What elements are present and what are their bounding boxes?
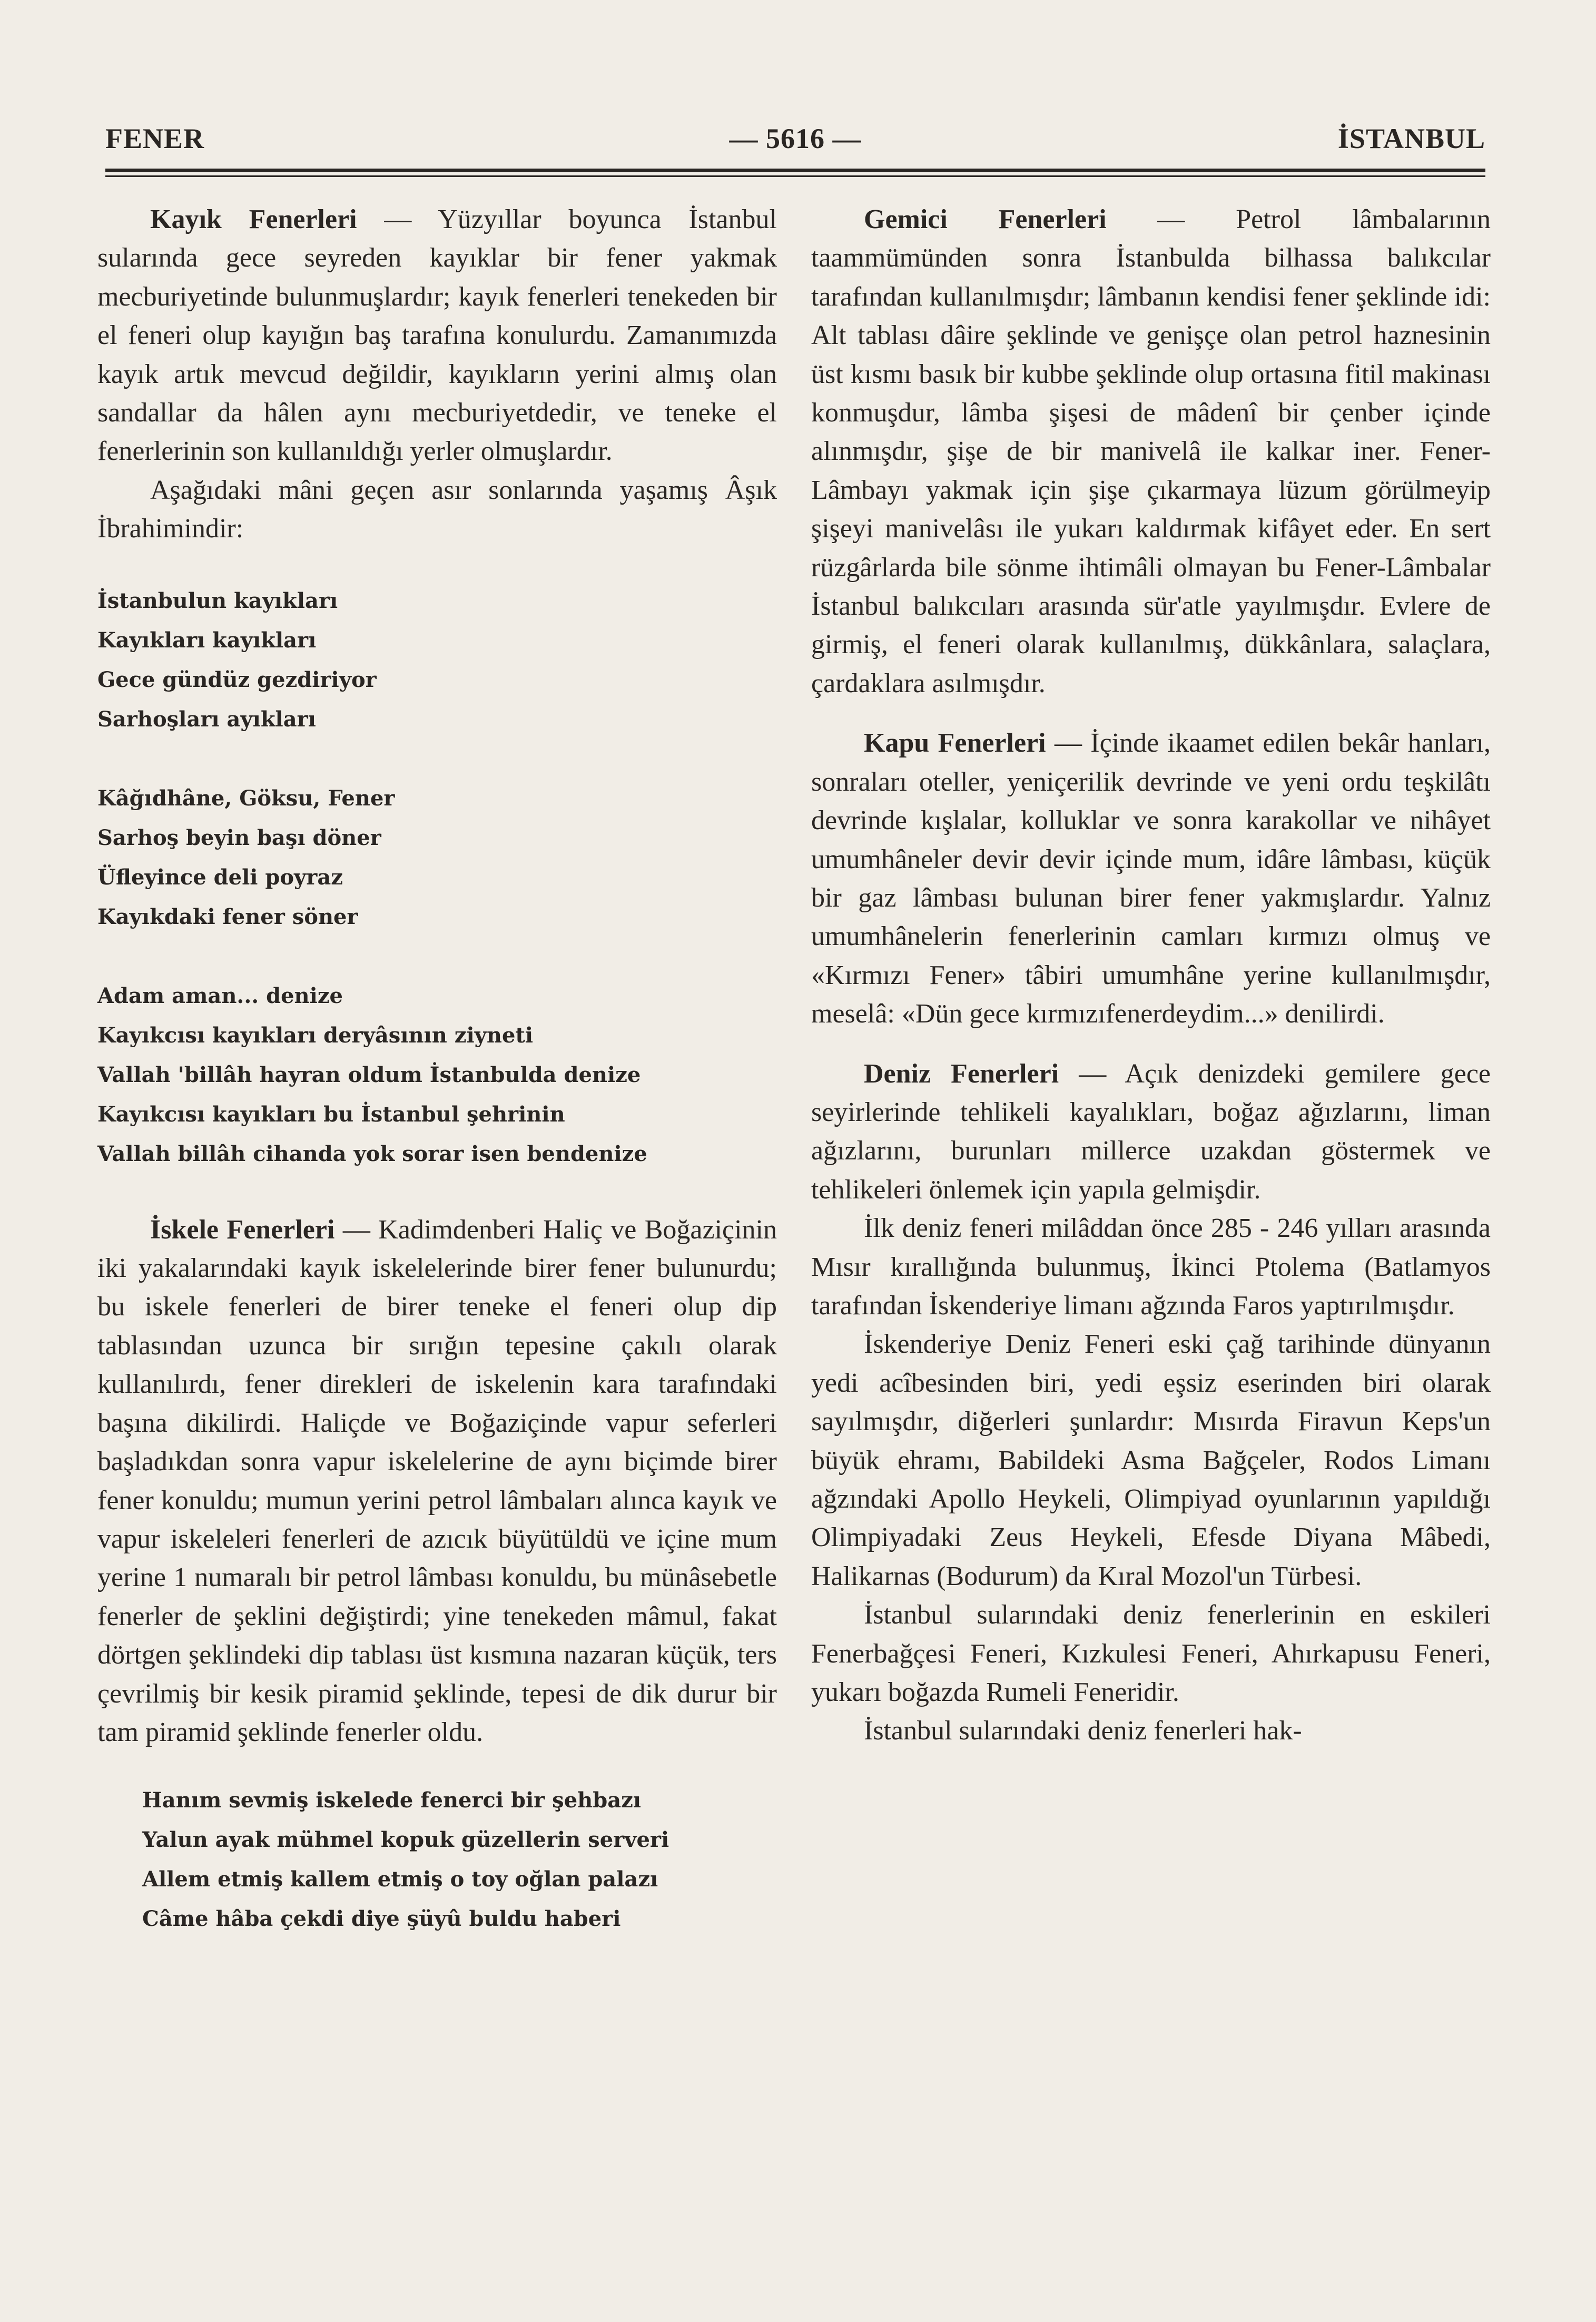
poem-line: Vallah 'billâh hayran oldum İstanbulda denize <box>97 1062 641 1087</box>
header-rule-thin <box>105 175 1485 177</box>
deniz-fenerleri-text: — Açık denizdeki gemilere gece seyirlerinde tehlikeli kayalıkları, boğaz ağızlarını, liman ağızlarını, burunları millerce uzakdan göstermek ve tehlikeleri önlemek için yapıla gelmişdir. <box>811 1058 1491 1205</box>
iskele-poem <box>97 1780 777 1939</box>
istanbul-fenerleri-continued-paragraph: İstanbul sularındaki deniz fenerleri hak- <box>864 1716 1302 1746</box>
mani-intro-paragraph: Aşağıdaki mâni geçen asır sonlarında yaşamış Âşık İbrahimindir: <box>97 475 777 544</box>
poem-line: Gece gündüz gezdiriyor <box>97 667 377 692</box>
header-rule-thick <box>105 169 1485 172</box>
ilk-deniz-feneri-paragraph: İlk deniz feneri milâddan önce 285 - 246 yılları arasında Mısır kırallığında bulunmuş, İkinci Ptolema (Batlamyos tarafından İskenderiye limanı ağzında Faros yaptırılmışdır. <box>811 1213 1491 1321</box>
iskenderiye-paragraph: İskenderiye Deniz Feneri eski çağ tarihinde dünyanın yedi acîbesinden biri, yedi eşsiz eserinden biri olarak sayılmışdır, diğerleri şunlardır: Mısırda Firavun Keps'un büyük ehramı, Babildeki Asma Bağçeler, Rodos Limanı ağzındaki Apollo Heykeli, Olimpiyad oyunlarının yapıldığı Olimpiyadaki Zeus Heykeli, Efesde Diyana Mâbedi, Halikarnas (Bodurum) da Kıral Mozol'un Türbesi. <box>811 1329 1491 1591</box>
gemici-fenerleri-text: — Petrol lâmbalarının taammümünden sonra İstanbulda bilhassa balıkcılar tarafından kullanılmışdır; lâmbanın kendisi fener şeklinde idi: Alt tablası dâire şeklinde ve genişçe olan petrol haznesinin üst kısmı basık bir kubbe şeklinde olup ortasına fitil makinası konmuşdur, lâmba şişesi de mâdenî bir çenber içinde alınmışdır, şişe de bir manivelâ ile kalkar iner. Fener-Lâmbayı yakmak için şişe çıkarmaya lüzum görülmeyip şişeyi manivelâsı ile yukarı kaldırmak kifâyet eder. En sert rüzgârlarda bile sönme ihtimâli olmayan bu Fener-Lâmbalar İstanbul balıkcıları arasında sür'atle yayılmışdır. Evlere de girmiş, el feneri olarak kullanılmış, dükkânlara, salaçlara, çardaklara asılmışdır. <box>811 204 1491 698</box>
deniz-fenerleri-paragraph <box>811 1055 1491 1209</box>
iskele-fenerleri-text: — Kadimdenberi Haliç ve Boğaziçinin iki yakalarındaki kayık iskelelerinde birer fener bulunurdu; bu iskele fenerleri de birer teneke el feneri olup dip tablasından uzunca bir sırığın tepesine çakılı olarak kullanılırdı, fener direkleri de iskelenin kara tarafındaki başına dikilirdi. Haliçde ve Boğaziçinde vapur seferleri başladıkdan sonra vapur iskelelerine de aynı biçimde birer fener konuldu; mumun yerini petrol lâmbaları alınca kayık ve vapur iskeleleri fenerleri de azıcık büyütüldü ve içine mum yerine 1 numaralı bir petrol lâmbası konuldu, bu münâsebetle fenerler de şeklini değiştirdi; yine tenekeden mâmul, fakat dörtgen şeklindeki dip tablası üst kısmına nazaran küçük, ters çevrilmiş bir kesik piramid şeklinde, tepesi de dik durur bir tam piramid şeklinde fenerler oldu. <box>97 1214 777 1747</box>
poem-line: Kayıkcısı kayıkları deryâsının ziyneti <box>97 1022 534 1048</box>
iskele-fenerleri-paragraph <box>97 1211 777 1752</box>
gemici-fenerleri-paragraph <box>811 200 1491 703</box>
kayik-fenerleri-paragraph <box>97 200 777 471</box>
left-column <box>97 200 777 1939</box>
istanbul-fenerleri-paragraph: İstanbul sularındaki deniz fenerlerinin en eskileri Fenerbağçesi Feneri, Kızkulesi Feneri, Ahırkapusu Feneri, yukarı boğazda Rumeli Feneridir. <box>811 1600 1491 1708</box>
gemici-fenerleri-heading: Gemici Fenerleri <box>864 204 1107 234</box>
poem-line: Üfleyince deli poyraz <box>97 864 343 890</box>
poem-line: Allem etmiş kallem etmiş o toy oğlan palazı <box>142 1867 658 1892</box>
mani-poem <box>97 581 777 1174</box>
deniz-fenerleri-heading: Deniz Fenerleri <box>864 1058 1059 1089</box>
header-city-title: İSTANBUL <box>1337 123 1485 154</box>
kapu-fenerleri-text: — İçinde ikaamet edilen bekâr hanları, sonraları oteller, yeniçerilik devrinde ve yeni ordu teşkilâtı devrinde kışlalar, kolluklar ve sonra karakollar ve nihâyet umumhâneler devir devir içinde mum, idâre lâmbası, küçük bir gaz lâmbası bulunan birer fener yakmışlardır. Yalnız umumhânelerin fenerlerinin camları kırmızı olmuş ve «Kırmızı Fener» tâbiri umumhâne yerine kullanılmışdır, meselâ: «Dün gece kırmızıfenerdeydim...» denilirdi. <box>811 728 1491 1029</box>
poem-line: Sarhoş beyin başı döner <box>97 825 381 850</box>
page-number: — 5616 — <box>729 123 862 154</box>
poem-line: İstanbulun kayıkları <box>97 588 338 613</box>
kapu-fenerleri-paragraph <box>811 724 1491 1033</box>
page-header <box>105 122 1485 170</box>
poem-line: Sarhoşları ayıkları <box>97 706 316 732</box>
poem-line: Adam aman... denize <box>97 983 343 1008</box>
header-volume-title: FENER <box>105 123 205 154</box>
iskele-fenerleri-heading: İskele Fenerleri <box>150 1214 335 1245</box>
kapu-fenerleri-heading: Kapu Fenerleri <box>864 728 1046 759</box>
poem-line: Kayıkdaki fener söner <box>97 904 358 929</box>
poem-line: Yalun ayak mühmel kopuk güzellerin serveri <box>142 1827 669 1853</box>
kayik-fenerleri-text: — Yüzyıllar boyunca İstanbul sularında gece seyreden kayıklar bir fener yakmak mecburiyetinde bulunmuşlardır; kayık fenerleri tenekeden bir el feneri olup kayığın baş tarafına konulurdu. Zamanımızda kayık artık mevcud değildir, kayıkların yerini almış olan sandallar da hâlen aynı mecburiyetdedir, ve teneke el fenerlerinin son kullanıldığı yerler olmuşlardır. <box>97 204 777 467</box>
poem-line: Hanım sevmiş iskelede fenerci bir şehbazı <box>142 1788 642 1813</box>
poem-line: Vallah billâh cihanda yok sorar isen bendenize <box>97 1141 647 1166</box>
kayik-fenerleri-heading: Kayık Fenerleri <box>150 204 357 234</box>
right-column <box>811 200 1491 1750</box>
poem-line: Kayıkcısı kayıkları bu İstanbul şehrinin <box>97 1101 565 1127</box>
poem-line: Kâğıdhâne, Göksu, Fener <box>97 785 395 811</box>
poem-line: Câme hâba çekdi diye şüyû buldu haberi <box>142 1906 621 1932</box>
poem-line: Kayıkları kayıkları <box>97 627 317 653</box>
